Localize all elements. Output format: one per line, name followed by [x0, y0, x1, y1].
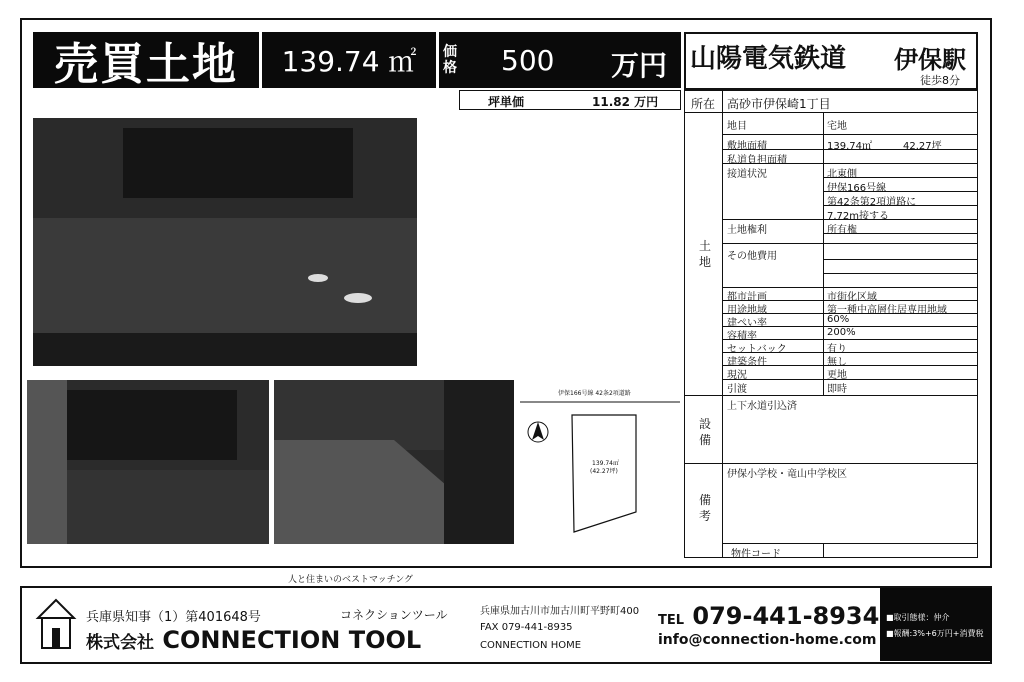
location-label: 所在 — [691, 97, 716, 111]
row-value: 7.72m接する — [827, 211, 890, 222]
row-value: 有り — [827, 344, 847, 355]
price-value: 500 — [501, 44, 555, 77]
terms-transaction: ■取引態様：仲介 — [886, 613, 950, 622]
land-section-label-1: 土 — [699, 239, 712, 253]
price-box — [461, 32, 681, 88]
station-box — [684, 32, 978, 90]
company-email[interactable]: info@connection-home.com — [658, 632, 877, 648]
railway-name: 山陽電気鉄道 — [690, 44, 847, 74]
row-value: 60% — [827, 314, 850, 325]
land-photo-2 — [27, 380, 269, 544]
row-value: 所有権 — [827, 225, 857, 236]
company-name — [86, 626, 421, 654]
row-key: 敷地面積 — [727, 141, 767, 152]
tagline: 人と住まいのベストマッチング — [288, 575, 414, 585]
company-prefix: 株式会社 — [86, 633, 154, 653]
row-key: 私道負担面積 — [727, 155, 787, 166]
company-footer — [20, 586, 992, 664]
row-value: 市街化区域 — [827, 292, 877, 303]
row-value: 139.74㎡ — [827, 141, 872, 152]
row-key: その他費用 — [727, 251, 777, 262]
row-value: 宅地 — [827, 121, 847, 132]
listing-type-title: 売買土地 — [33, 32, 259, 88]
property-info-table — [684, 90, 978, 558]
row-key: 用途地域 — [727, 305, 767, 316]
land-area: 139.74 ㎡ — [262, 32, 436, 88]
facilities-label-2: 備 — [699, 433, 712, 447]
remarks-label-2: 考 — [699, 509, 712, 523]
row-key: 接道状況 — [727, 169, 767, 180]
house-logo-icon — [34, 596, 78, 652]
row-key: 土地権利 — [727, 225, 767, 236]
remarks-value: 伊保小学校・竜山中学校区 — [727, 469, 847, 480]
row-value: 200% — [827, 327, 856, 338]
license-number: 兵庫県知事（1）第401648号 — [86, 610, 261, 625]
row-key: 建築条件 — [727, 357, 767, 368]
company-address: 兵庫県加古川市加古川町平野町400 — [480, 606, 640, 617]
row-key: 引渡 — [727, 384, 747, 395]
site-plan — [520, 380, 680, 550]
company-name-text: CONNECTION TOOL — [162, 626, 422, 654]
company-name-en: CONNECTION HOME — [480, 640, 582, 651]
company-kana: コネクションツール — [340, 608, 448, 622]
site-plan-road-label: 伊保166号線 42条2項道路 — [558, 390, 631, 397]
row-key: 現況 — [727, 370, 747, 381]
row-key: 地目 — [727, 121, 747, 132]
row-key: セットバック — [727, 344, 787, 355]
land-photo-main-art — [33, 118, 417, 366]
row-value: 第一種中高層住居専用地域 — [827, 305, 947, 316]
land-section-label-2: 地 — [699, 255, 712, 269]
land-photo-2-art — [27, 380, 269, 544]
row-value: 北東側 — [827, 169, 857, 180]
row-key: 容積率 — [727, 331, 757, 342]
land-photo-3 — [274, 380, 514, 544]
row-value: 第42条第2項道路に — [827, 197, 917, 208]
tel-number: 079-441-8934 — [692, 602, 880, 630]
tsubo-price — [459, 90, 681, 110]
row-value: 無し — [827, 357, 847, 368]
row-value-tsubo: 42.27坪 — [903, 141, 942, 152]
tsubo-label: 坪単価 — [488, 95, 525, 109]
location-value: 高砂市伊保崎1丁目 — [727, 97, 831, 111]
row-value: 更地 — [827, 370, 847, 381]
property-code-label: 物件コード — [731, 549, 781, 560]
row-key: 都市計画 — [727, 292, 767, 303]
row-value: 伊保166号線 — [827, 183, 887, 194]
facilities-value: 上下水道引込済 — [727, 401, 797, 412]
row-value: 即時 — [827, 384, 847, 395]
land-photo-main — [33, 118, 417, 366]
site-plan-area-tsubo: (42.27坪) — [590, 468, 618, 475]
facilities-label-1: 設 — [699, 417, 712, 431]
remarks-label-1: 備 — [699, 493, 712, 507]
land-photo-3-art — [274, 380, 514, 544]
row-key: 建ぺい率 — [727, 318, 767, 329]
transaction-terms — [880, 588, 992, 661]
terms-fee: ■報酬:3%+6万円+消費税 — [886, 629, 984, 638]
price-unit: 万円 — [611, 49, 668, 82]
company-fax: FAX 079-441-8935 — [480, 622, 573, 633]
walk-time: 徒歩8分 — [920, 74, 960, 87]
tsubo-value: 11.82 万円 — [592, 95, 659, 109]
site-plan-area: 139.74㎡ — [592, 460, 619, 467]
tel-label: TEL — [658, 613, 685, 628]
station-name: 伊保駅 — [894, 46, 966, 74]
price-label: 価 格 — [437, 32, 461, 88]
company-phone[interactable] — [658, 602, 879, 630]
